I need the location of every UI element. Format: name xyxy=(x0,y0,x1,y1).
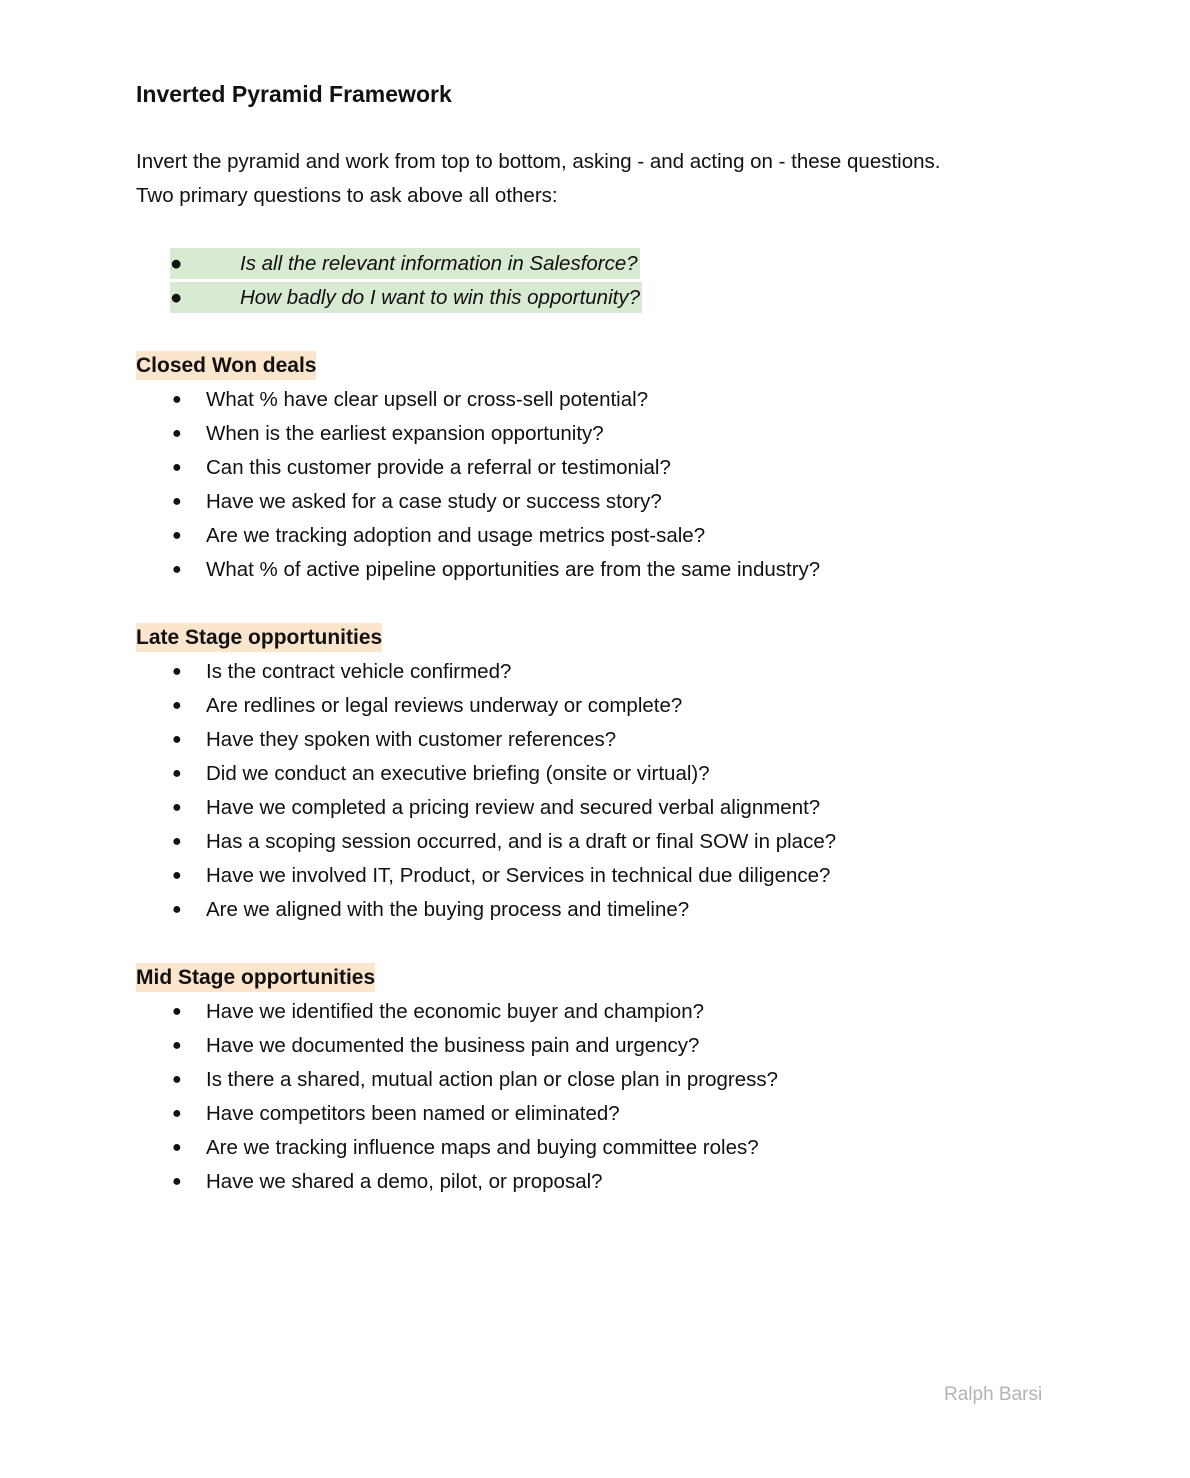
bullet-icon: ● xyxy=(172,1105,182,1122)
intro-line-2: Two primary questions to ask above all others: xyxy=(136,184,558,207)
list-item-text: Are we tracking influence maps and buying committee roles? xyxy=(206,1136,759,1159)
list-item xyxy=(136,859,1056,893)
list-item xyxy=(136,1131,1056,1165)
section-heading-text: Late Stage opportunities xyxy=(136,623,382,652)
list-item xyxy=(136,995,1056,1029)
list-item xyxy=(136,519,1056,553)
bullet-icon: ● xyxy=(172,1071,182,1088)
bullet-icon: ● xyxy=(172,867,182,884)
bullet-icon: ● xyxy=(172,391,182,408)
bullet-icon: ● xyxy=(172,799,182,816)
list-item xyxy=(136,417,1056,451)
bullet-icon: ● xyxy=(172,1037,182,1054)
bullet-icon: ● xyxy=(172,459,182,476)
intro-line-1: Invert the pyramid and work from top to bottom, asking - and acting on - these questions. xyxy=(136,150,941,173)
list-item xyxy=(136,1165,1056,1199)
bullet-icon: ● xyxy=(172,663,182,680)
list-item xyxy=(136,723,1056,757)
list-item-text: Are we tracking adoption and usage metrics post-sale? xyxy=(206,524,706,547)
list-item-text: Did we conduct an executive briefing (onsite or virtual)? xyxy=(206,762,710,785)
list-item-text: Can this customer provide a referral or testimonial? xyxy=(206,456,671,479)
primary-question: Is all the relevant information in Salesforce? xyxy=(240,252,638,275)
list-item xyxy=(136,247,1056,281)
document-title: Inverted Pyramid Framework xyxy=(136,81,452,107)
document-body xyxy=(136,77,1056,1199)
section-heading xyxy=(136,961,1056,995)
bullet-icon: ● xyxy=(172,833,182,850)
bullet-icon: ● xyxy=(172,425,182,442)
list-item xyxy=(136,1063,1056,1097)
list-item xyxy=(136,383,1056,417)
list-item xyxy=(136,791,1056,825)
list-item-text: Have competitors been named or eliminated? xyxy=(206,1102,620,1125)
list-item xyxy=(136,1029,1056,1063)
list-item-text: When is the earliest expansion opportunity? xyxy=(206,422,604,445)
primary-questions-list xyxy=(136,247,1056,315)
list-item xyxy=(136,893,1056,927)
bullet-icon: ● xyxy=(172,1003,182,1020)
primary-question: How badly do I want to win this opportunity? xyxy=(240,286,640,309)
list-item-text: Have we asked for a case study or success story? xyxy=(206,490,662,513)
list-item-text: Have we identified the economic buyer and champion? xyxy=(206,1000,704,1023)
list-item-text: Is the contract vehicle confirmed? xyxy=(206,660,512,683)
list-item xyxy=(136,655,1056,689)
section-list xyxy=(136,383,1056,587)
list-item xyxy=(136,451,1056,485)
list-item xyxy=(136,553,1056,587)
bullet-icon: ● xyxy=(172,697,182,714)
list-item-text: Are we aligned with the buying process and timeline? xyxy=(206,898,690,921)
bullet-icon: ● xyxy=(172,561,182,578)
bullet-icon: ● xyxy=(172,1173,182,1190)
bullet-icon: ● xyxy=(170,286,183,309)
section-heading-text: Mid Stage opportunities xyxy=(136,963,375,992)
list-item xyxy=(136,485,1056,519)
list-item-text: Have we shared a demo, pilot, or proposal? xyxy=(206,1170,603,1193)
list-item xyxy=(136,689,1056,723)
list-item xyxy=(136,757,1056,791)
section-list xyxy=(136,655,1056,927)
bullet-icon: ● xyxy=(172,765,182,782)
list-item xyxy=(136,1097,1056,1131)
list-item-text: What % of active pipeline opportunities are from the same industry? xyxy=(206,558,821,581)
list-item xyxy=(136,825,1056,859)
list-item-text: Have we completed a pricing review and secured verbal alignment? xyxy=(206,796,821,819)
footer-author: Ralph Barsi xyxy=(944,1384,1043,1405)
bullet-icon: ● xyxy=(172,1139,182,1156)
list-item-text: Have they spoken with customer references? xyxy=(206,728,617,751)
bullet-icon: ● xyxy=(172,493,182,510)
bullet-icon: ● xyxy=(170,252,183,275)
bullet-icon: ● xyxy=(172,731,182,748)
list-item-text: Have we documented the business pain and urgency? xyxy=(206,1034,700,1057)
section-heading-text: Closed Won deals xyxy=(136,351,316,380)
list-item-text: Has a scoping session occurred, and is a draft or final SOW in place? xyxy=(206,830,837,853)
bullet-icon: ● xyxy=(172,901,182,918)
list-item-text: Are redlines or legal reviews underway or complete? xyxy=(206,694,683,717)
list-item-text: Have we involved IT, Product, or Services in technical due diligence? xyxy=(206,864,831,887)
bullet-icon: ● xyxy=(172,527,182,544)
list-item-text: Is there a shared, mutual action plan or close plan in progress? xyxy=(206,1068,779,1091)
list-item-text: What % have clear upsell or cross-sell potential? xyxy=(206,388,649,411)
section-heading xyxy=(136,349,1056,383)
section-list xyxy=(136,995,1056,1199)
section-heading xyxy=(136,621,1056,655)
list-item xyxy=(136,281,1056,315)
